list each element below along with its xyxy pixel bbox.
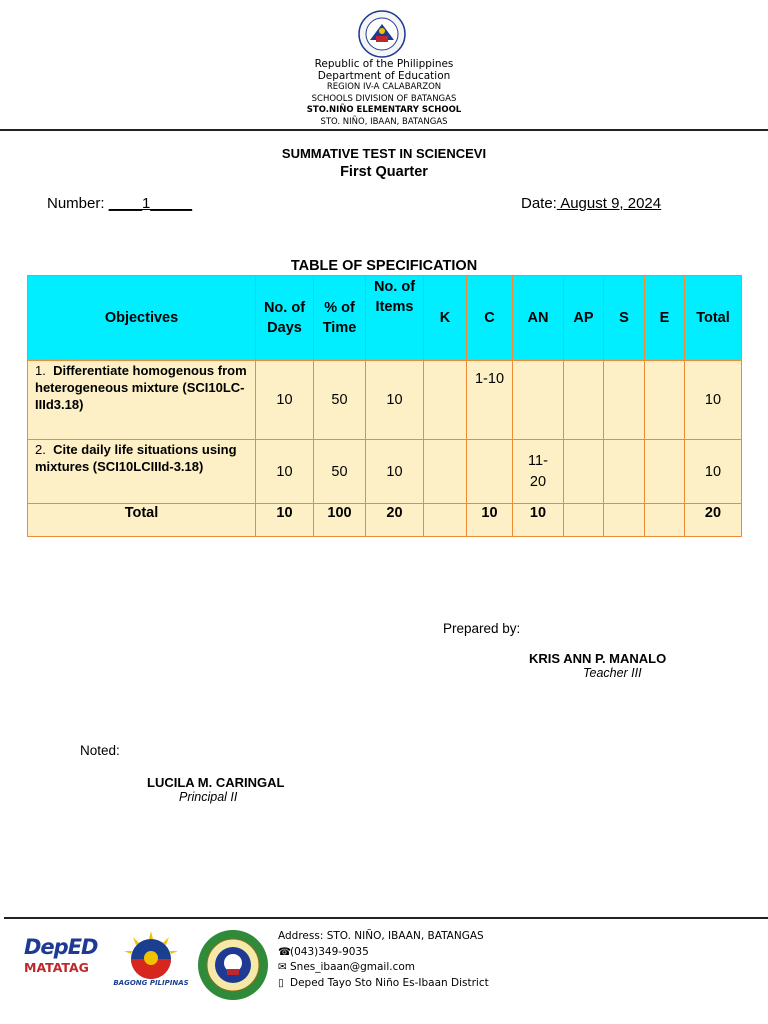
noted-label: Noted: <box>80 743 120 758</box>
prepared-by-role: Teacher III <box>583 666 642 680</box>
deped-seal-logo <box>358 10 406 58</box>
totals-k <box>424 504 467 537</box>
header-an: AN <box>513 276 564 361</box>
items-cell: 10 <box>366 361 424 440</box>
header-ap: AP <box>564 276 604 361</box>
totals-c: 10 <box>467 504 513 537</box>
objective-cell: 1. Differentiate homogenous from heterogeneous mixture (SCI10LC-IIId3.18) <box>28 361 256 440</box>
footer-address: Address: STO. NIÑO, IBAAN, BATANGAS <box>278 930 484 942</box>
ap-cell <box>564 361 604 440</box>
letterhead-address: STO. NIÑO, IBAAN, BATANGAS <box>320 116 448 127</box>
s-cell <box>604 361 645 440</box>
date-value: August 9, 2024 <box>556 195 662 212</box>
totals-an: 10 <box>513 504 564 537</box>
deped-matatag-logo <box>24 935 98 975</box>
items-cell: 10 <box>366 440 424 504</box>
noted-role: Principal II <box>179 790 238 804</box>
noted-name: LUCILA M. CARINGAL <box>147 775 285 790</box>
header-items: No. of Items <box>366 276 424 361</box>
letterhead-school: STO.NIÑO ELEMENTARY SCHOOL <box>306 105 462 115</box>
test-title: SUMMATIVE TEST IN SCIENCEVI <box>281 146 487 161</box>
totals-time: 100 <box>314 504 366 537</box>
e-cell <box>645 440 685 504</box>
k-cell <box>424 361 467 440</box>
footer-divider <box>4 917 768 919</box>
header-divider <box>0 129 768 131</box>
number-label: Number: <box>47 195 109 212</box>
facebook-icon: ▯ <box>278 976 284 989</box>
totals-items: 20 <box>366 504 424 537</box>
objective-cell: 2. Cite daily life situations using mixtures (SCI10LCIIId-3.18) <box>28 440 256 504</box>
total-cell: 10 <box>685 361 742 440</box>
prepared-by-name: KRIS ANN P. MANALO <box>529 651 667 666</box>
c-cell <box>467 440 513 504</box>
header-time: % of Time <box>314 276 366 361</box>
c-cell: 1-10 <box>467 361 513 440</box>
totals-total: 20 <box>685 504 742 537</box>
tos-title: TABLE OF SPECIFICATION <box>290 258 478 274</box>
deped-logo-text: DepED <box>24 935 98 959</box>
table-row <box>28 440 742 504</box>
totals-days: 10 <box>256 504 314 537</box>
totals-row <box>28 504 742 537</box>
header-objectives: Objectives <box>28 276 256 361</box>
date-field <box>521 195 661 212</box>
footer-contact <box>278 929 489 991</box>
time-cell: 50 <box>314 361 366 440</box>
total-cell: 10 <box>685 440 742 504</box>
days-cell: 10 <box>256 440 314 504</box>
header-s: S <box>604 276 645 361</box>
ap-cell <box>564 440 604 504</box>
phone-icon: ☎ <box>278 945 292 958</box>
number-value: ____1_____ <box>108 195 193 212</box>
prepared-by-label: Prepared by: <box>443 621 521 636</box>
footer-email: Snes_ibaan@gmail.com <box>290 961 416 973</box>
matatag-logo-text: MATATAG <box>24 960 89 975</box>
header-total: Total <box>685 276 742 361</box>
letterhead-department: Department of Education <box>317 69 451 82</box>
footer-phone: (043)349-9035 <box>290 945 369 958</box>
header-days: No. of Days <box>256 276 314 361</box>
bagong-pilipinas-label: BAGONG PILIPINAS <box>113 979 189 987</box>
letterhead-region: REGION IV-A CALABARZON <box>326 82 442 92</box>
table-header-row <box>28 276 742 361</box>
school-seal-logo <box>197 929 269 1001</box>
totals-label: Total <box>28 504 256 537</box>
letterhead <box>0 59 768 128</box>
time-cell: 50 <box>314 440 366 504</box>
envelope-icon: ✉ <box>278 961 287 973</box>
e-cell <box>645 361 685 440</box>
footer-facebook: Deped Tayo Sto Niño Es-Ibaan District <box>290 976 489 989</box>
date-label: Date: <box>521 195 557 212</box>
totals-ap <box>564 504 604 537</box>
an-cell: 11- 20 <box>513 440 564 504</box>
s-cell <box>604 440 645 504</box>
letterhead-republic: Republic of the Philippines <box>314 58 454 70</box>
days-cell: 10 <box>256 361 314 440</box>
number-field <box>47 195 192 212</box>
an-cell <box>513 361 564 440</box>
specification-table <box>27 275 742 537</box>
header-c: C <box>467 276 513 361</box>
letterhead-division: SCHOOLS DIVISION OF BATANGAS <box>311 93 457 104</box>
table-row <box>28 361 742 440</box>
totals-e <box>645 504 685 537</box>
totals-s <box>604 504 645 537</box>
k-cell <box>424 440 467 504</box>
header-k: K <box>424 276 467 361</box>
test-quarter: First Quarter <box>340 164 428 180</box>
header-e: E <box>645 276 685 361</box>
